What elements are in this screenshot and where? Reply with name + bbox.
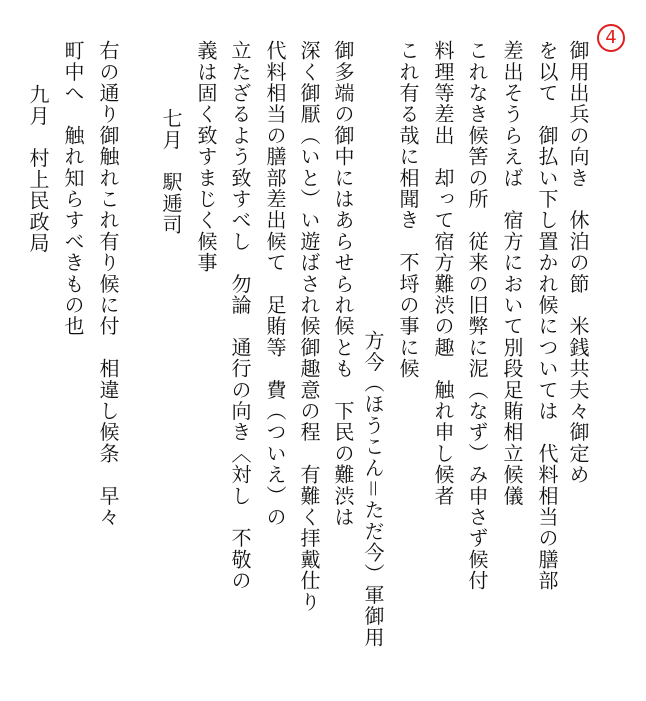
text-column-11: 立たざるよう致すべし 勿論 通行の向き〈対し 不敬の: [228, 40, 252, 592]
text-column-13: 七月 駅逓司: [159, 108, 183, 236]
text-column-2: を以て 御払い下し置かれ候については 代料相当の膳部: [535, 40, 559, 592]
text-column-7: 方今（ほうこん＝ただ今）軍御用: [361, 330, 385, 648]
text-column-8: 御多端の御中にはあらせられ候とも 下民の難渋は: [331, 40, 355, 528]
text-column-14: 右の通り御触れこれ有り候に付 相違し候条 早々: [96, 40, 120, 528]
text-column-1: 御用出兵の向き 休泊の節 米銭共夫々御定め: [566, 40, 590, 486]
text-column-3: 差出そうらえば 宿方において別段足賄相立候儀: [500, 40, 524, 507]
text-column-4: これなき候筈の所 従来の旧弊に泥（なず）み申さず候付: [465, 40, 489, 592]
text-column-10: 代料相当の膳部差出候て 足賄等 費（ついえ）の: [263, 40, 287, 528]
page-number-badge: 4: [597, 24, 625, 52]
text-column-12: 義は固く致すまじく候事: [194, 40, 218, 274]
text-column-6: これ有る哉に相聞き 不埒の事に候: [396, 40, 420, 380]
text-column-16: 九月 村上民政局: [26, 84, 50, 254]
text-column-9: 深く御厭（いと）い遊ばされ候御趣意の程 有難く拝戴仕り: [297, 40, 321, 613]
text-column-15: 町中へ 触れ知らすべきもの也: [61, 40, 85, 337]
text-column-5: 料理等差出 却って宿方難渋の趣 触れ申し候者: [431, 40, 455, 507]
